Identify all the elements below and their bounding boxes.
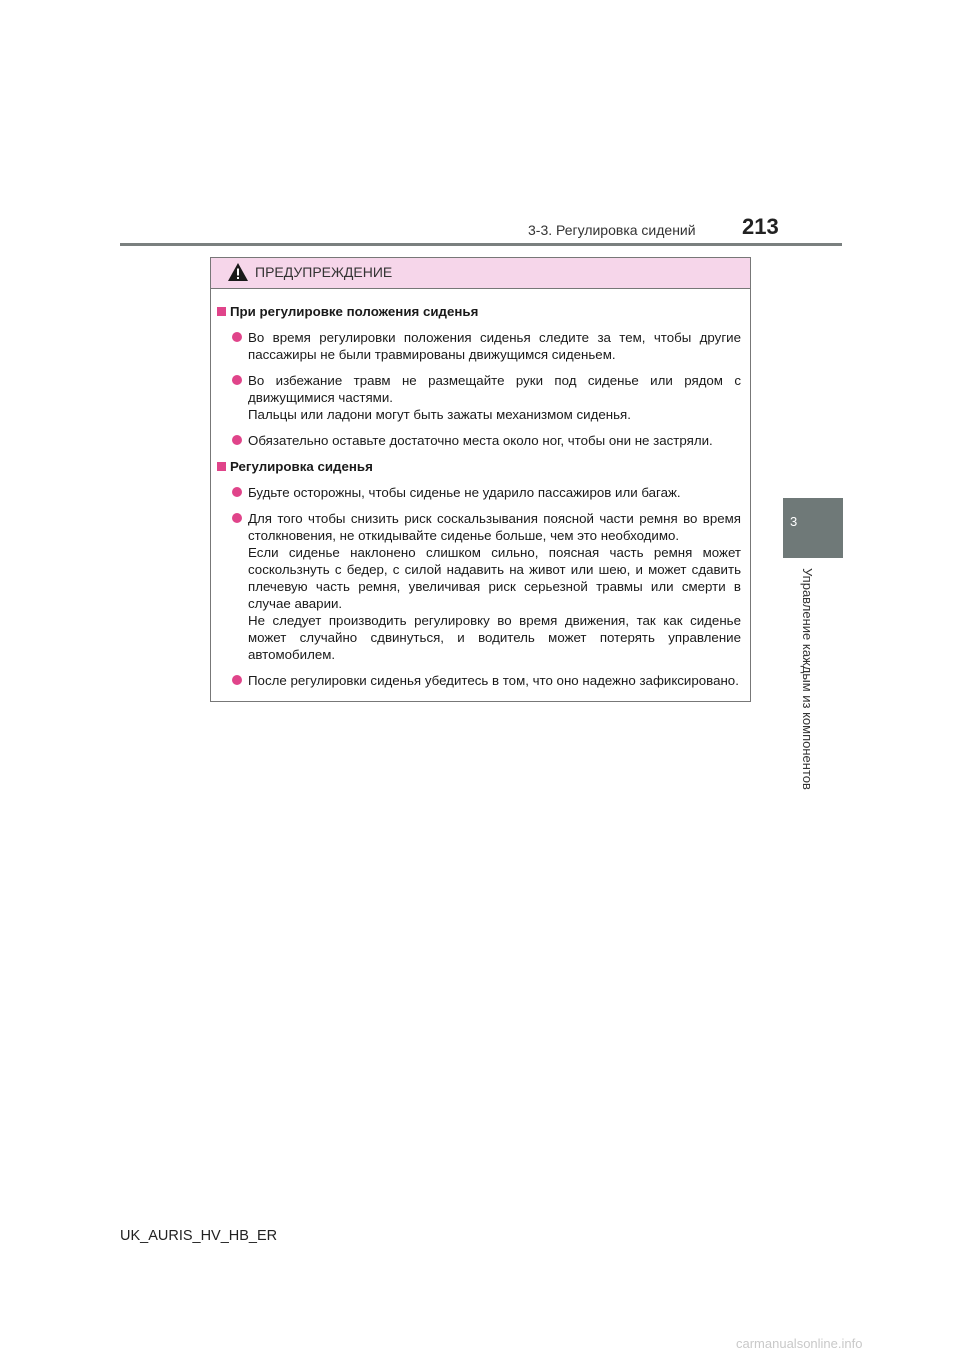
paragraph: Во избежание травм не размещайте руки под сиденье или рядом с движущимися частями. [248, 373, 741, 405]
list-item [232, 432, 741, 449]
round-bullet-icon [232, 332, 242, 342]
round-bullet-icon [232, 435, 242, 445]
list-item [232, 510, 741, 663]
paragraph: Обязательно оставьте достаточно места около ног, чтобы они не застряли. [248, 433, 713, 448]
chapter-side-label: Управление каждым из компонентов [800, 568, 815, 790]
document-code: UK_AURIS_HV_HB_ER [120, 1228, 278, 1244]
list-item-text [248, 432, 741, 449]
warning-triangle-icon [227, 262, 249, 282]
list-item [232, 329, 741, 363]
chapter-tab-number: 3 [790, 514, 798, 529]
warning-box [210, 257, 751, 702]
round-bullet-icon [232, 375, 242, 385]
section-heading-text: При регулировке положения сиденья [230, 304, 479, 319]
round-bullet-icon [232, 675, 242, 685]
header-divider [120, 243, 842, 246]
warning-section-heading [217, 303, 741, 320]
warning-body [211, 289, 750, 689]
page-number: 213 [742, 214, 779, 239]
list-item-text [248, 510, 741, 663]
warning-header [211, 258, 750, 289]
section-title: 3-3. Регулировка сидений [528, 222, 696, 238]
list-item [232, 372, 741, 423]
paragraph: Если сиденье наклонено слишком сильно, поясная часть ремня может соскользнуть с бедер, с силой надавить на живот или шею, и может сдавить плечевую часть ремня, увеличивая риск серьезной травмы или смерти в случае аварии. [248, 545, 741, 611]
watermark: carmanualsonline.info [736, 1336, 863, 1351]
round-bullet-icon [232, 487, 242, 497]
list-item-text [248, 672, 741, 689]
list-item-text [248, 329, 741, 363]
paragraph: Пальцы или ладони могут быть зажаты механизмом сиденья. [248, 407, 631, 422]
warning-title: ПРЕДУПРЕЖДЕНИЕ [255, 264, 393, 280]
warning-section-heading [217, 458, 741, 475]
square-bullet-icon [217, 462, 226, 471]
section-heading-text: Регулировка сиденья [230, 459, 373, 474]
list-item-text [248, 372, 741, 423]
list-item-text [248, 484, 741, 501]
paragraph: Не следует производить регулировку во время движения, так как сиденье может случайно сдвинуться, и водитель может потерять управление автомобилем. [248, 613, 741, 662]
round-bullet-icon [232, 513, 242, 523]
list-item [232, 484, 741, 501]
square-bullet-icon [217, 307, 226, 316]
paragraph: Для того чтобы снизить риск соскальзывания поясной части ремня во время столкновения, не откидывайте сиденье больше, чем это необходимо. [248, 511, 741, 543]
list-item [232, 672, 741, 689]
paragraph: Во время регулировки положения сиденья следите за тем, чтобы другие пассажиры не были травмированы движущимся сиденьем. [248, 330, 741, 362]
paragraph: Будьте осторожны, чтобы сиденье не ударило пассажиров или багаж. [248, 485, 681, 500]
paragraph: После регулировки сиденья убедитесь в том, что оно надежно зафиксировано. [248, 673, 739, 688]
